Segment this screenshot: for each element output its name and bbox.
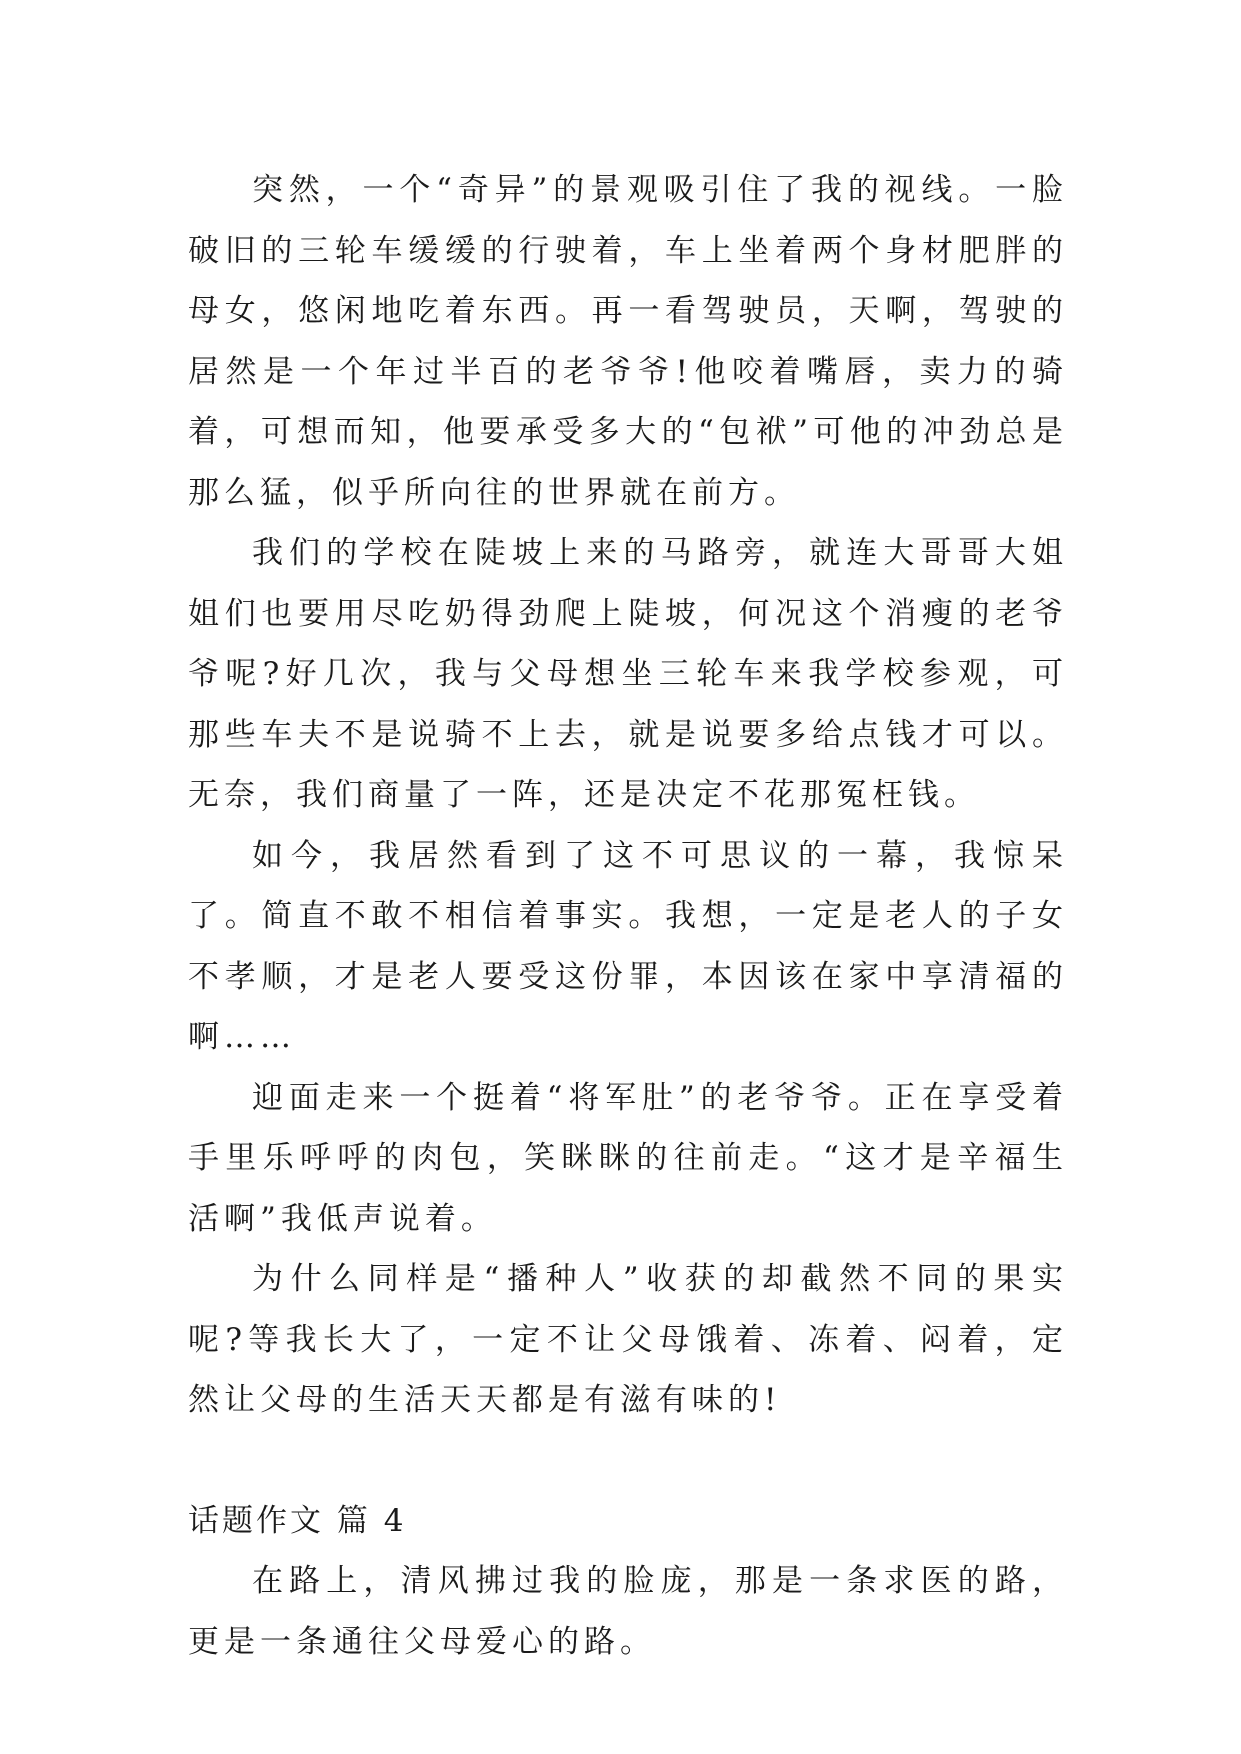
paragraph-4: 迎面走来一个挺着“将军肚”的老爷爷。正在享受着手里乐呼呼的肉包，笑眯眯的往前走。“这才是辛福生活啊”我低声说着。 [188,1079,1068,1237]
document-body [188,160,1068,1672]
paragraph-3: 如今，我居然看到了这不可思议的一幕，我惊呆了。简直不敢不相信着事实。我想，一定是老人的子女不孝顺，才是老人要受这份罪，本因该在家中享清福的啊…… [188,837,1068,1055]
section-heading: 话题作文 篇 4 [188,1502,407,1539]
section-paragraph-1: 在路上，清风拂过我的脸庞，那是一条求医的路，更是一条通往父母爱心的路。 [188,1563,1068,1660]
paragraph-1: 突然，一个“奇异”的景观吸引住了我的视线。一脸破旧的三轮车缓缓的行驶着，车上坐着两个身材肥胖的母女，悠闲地吃着东西。再一看驾驶员，天啊，驾驶的居然是一个年过半百的老爷爷!他咬着嘴唇，卖力的骑着，可想而知，他要承受多大的“包袱”可他的冲劲总是那么猛，似乎所向往的世界就在前方。 [188,172,1068,511]
paragraph-5: 为什么同样是“播种人”收获的却截然不同的果实呢?等我长大了，一定不让父母饿着、冻着、闷着，定然让父母的生活天天都是有滋有味的! [188,1261,1068,1418]
paragraph-2: 我们的学校在陡坡上来的马路旁，就连大哥哥大姐姐们也要用尽吃奶得劲爬上陡坡，何况这个消瘦的老爷爷呢?好几次，我与父母想坐三轮车来我学校参观，可那些车夫不是说骑不上去，就是说要多给点钱才可以。无奈，我们商量了一阵，还是决定不花那冤枉钱。 [188,535,1068,813]
